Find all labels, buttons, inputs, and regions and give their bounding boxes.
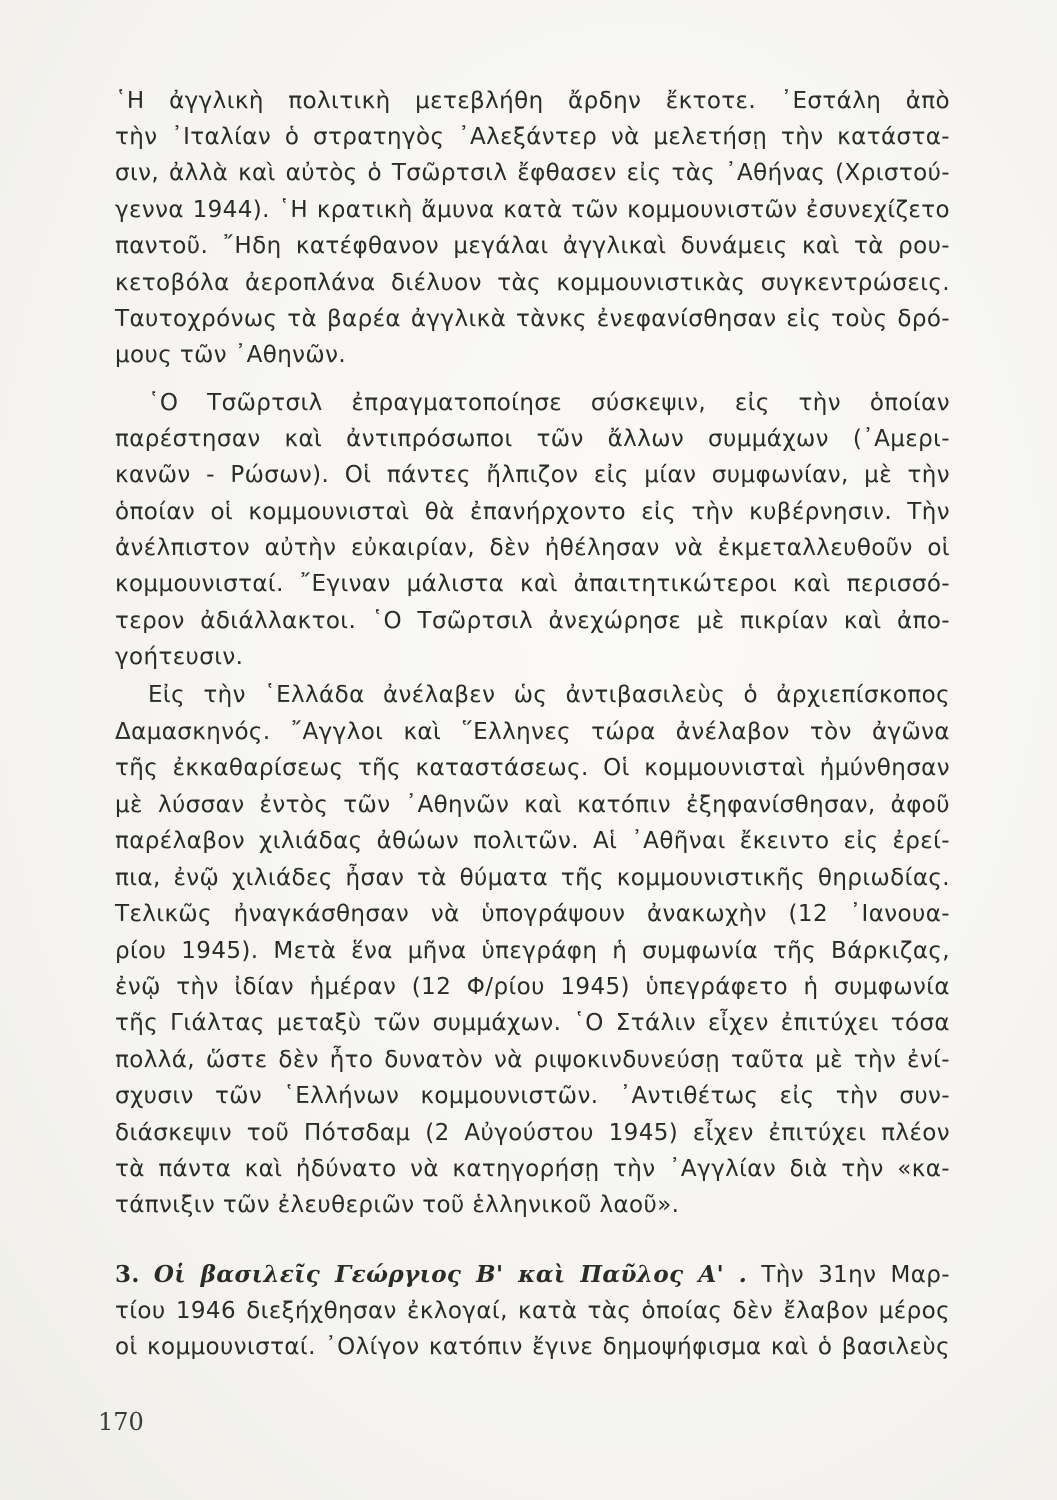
text-line: παρέστησαν καὶ ἀντιπρόσωποι τῶν ἄλλων συμμάχων (᾿Αμερι- xyxy=(115,426,950,452)
text-line: Δαμασκηνός. ῎Αγγλοι καὶ ῞Ελληνες τώρα ἀνέλαβον τὸν ἀγῶνα xyxy=(115,719,950,745)
section-number: 3. xyxy=(115,1261,140,1288)
text-line: διάσκεψιν τοῦ Πότσδαμ (2 Αὐγούστου 1945) εἶχεν ἐπιτύχει πλέον xyxy=(115,1120,950,1146)
text-line: τερον ἀδιάλλακτοι. ῾Ο Τσῶρτσιλ ἀνεχώρησε μὲ πικρίαν καὶ ἀπο- xyxy=(115,608,950,634)
text-line: τὰ πάντα καὶ ἠδύνατο νὰ κατηγορήσῃ τὴν ᾿Αγγλίαν διὰ τὴν «κα- xyxy=(115,1156,950,1182)
text-line: Ταυτοχρόνως τὰ βαρέα ἀγγλικὰ τὰνκς ἐνεφανίσθησαν εἰς τοὺς δρό- xyxy=(115,306,950,332)
text-line: πια, ἐνῷ χιλιάδες ἦσαν τὰ θύματα τῆς κομμουνιστικῆς θηριωδίας. xyxy=(115,865,950,891)
text-line: τὴν ᾿Ιταλίαν ὁ στρατηγὸς ᾿Αλεξάντερ νὰ μελετήσῃ τὴν κατάστα- xyxy=(115,124,950,150)
text-line: παρέλαβον χιλιάδας ἀθώων πολιτῶν. Αἱ ᾿Αθῆναι ἔκειντο εἰς ἐρεί- xyxy=(115,828,950,854)
text-line: πολλά, ὥστε δὲν ἦτο δυνατὸν νὰ ριψοκινδυνεύσῃ ταῦτα μὲ τὴν ἐνί- xyxy=(115,1047,950,1073)
text-line: μους τῶν ᾿Αθηνῶν. xyxy=(115,342,347,368)
text-line: ρίου 1945). Μετὰ ἕνα μῆνα ὑπεγράφη ἡ συμφωνία τῆς Βάρκιζας, xyxy=(115,938,950,964)
text-line: ὁποίαν οἱ κομμουνισταὶ θὰ ἐπανήρχοντο εἰς τὴν κυβέρνησιν. Τὴν xyxy=(115,499,950,525)
text-line: ῾Ο Τσῶρτσιλ ἐπραγματοποίησε σύσκεψιν, εἰς τὴν ὁποίαν xyxy=(148,390,950,416)
text-line: κετοβόλα ἀεροπλάνα διέλυον τὰς κομμουνιστικὰς συγκεντρώσεις. xyxy=(115,270,950,296)
text-line: παντοῦ. ῎Ηδη κατέφθανον μεγάλαι ἀγγλικαὶ δυνάμεις καὶ τὰ ρου- xyxy=(115,233,950,259)
text-line: ἀνέλπιστον αὐτὴν εὐκαιρίαν, δὲν ἠθέλησαν νὰ ἐκμεταλλευθοῦν οἱ xyxy=(115,535,950,561)
section-heading-line xyxy=(115,1260,950,1290)
text-line: γεννα 1944). ῾Η κρατικὴ ἄμυνα κατὰ τῶν κομμουνιστῶν ἐσυνεχίζετο xyxy=(115,197,950,223)
text-line: τῆς Γιάλτας μεταξὺ τῶν συμμάχων. ῾Ο Στάλιν εἶχεν ἐπιτύχει τόσα xyxy=(115,1010,950,1036)
text-line: σιν, ἀλλὰ καὶ αὐτὸς ὁ Τσῶρτσιλ ἔφθασεν εἰς τὰς ᾿Αθήνας (Χριστού- xyxy=(115,160,950,186)
text-line: ῾Η ἀγγλικὴ πολιτικὴ μετεβλήθη ἄρδην ἔκτοτε. ᾿Εστάλη ἀπὸ xyxy=(115,88,950,114)
text-line: κομμουνισταί. ῎Εγιναν μάλιστα καὶ ἀπαιτητικώτεροι καὶ περισσό- xyxy=(115,571,950,597)
text-line: τῆς ἐκκαθαρίσεως τῆς καταστάσεως. Οἱ κομμουνισταὶ ἠμύνθησαν xyxy=(115,755,950,781)
text-line: κανῶν - Ρώσων). Οἱ πάντες ἤλπιζον εἰς μίαν συμφωνίαν, μὲ τὴν xyxy=(115,462,950,488)
text-line: γοήτευσιν. xyxy=(115,644,244,670)
page-number: 170 xyxy=(98,1408,144,1436)
section-title: Οἱ βασιλεῖς Γεώργιος Β' καὶ Παῦλος Α' . xyxy=(153,1261,748,1288)
section-text-start: Τὴν 31ην Μαρ- xyxy=(761,1262,950,1288)
text-line: ἐνῷ τὴν ἰδίαν ἡμέραν (12 Φ/ρίου 1945) ὑπεγράφετο ἡ συμφωνία xyxy=(115,974,950,1000)
text-line: τάπνιξιν τῶν ἐλευθεριῶν τοῦ ἑλληνικοῦ λαοῦ». xyxy=(115,1192,680,1218)
text-line: μὲ λύσσαν ἐντὸς τῶν ᾿Αθηνῶν καὶ κατόπιν ἐξηφανίσθησαν, ἀφοῦ xyxy=(115,792,950,818)
text-line: σχυσιν τῶν ῾Ελλήνων κομμουνιστῶν. ᾿Αντιθέτως εἰς τὴν συν- xyxy=(115,1083,950,1109)
text-line: οἱ κομμουνισταί. ᾿Ολίγον κατόπιν ἔγινε δημοψήφισμα καὶ ὁ βασιλεὺς xyxy=(115,1334,950,1360)
text-line: τίου 1946 διεξήχθησαν ἐκλογαί, κατὰ τὰς ὁποίας δὲν ἔλαβον μέρος xyxy=(115,1298,950,1324)
text-line: Τελικῶς ἠναγκάσθησαν νὰ ὑπογράψουν ἀνακωχὴν (12 ᾿Ιανουα- xyxy=(115,901,950,927)
text-line: Εἰς τὴν ῾Ελλάδα ἀνέλαβεν ὡς ἀντιβασιλεὺς ὁ ἀρχιεπίσκοπος xyxy=(148,682,950,708)
